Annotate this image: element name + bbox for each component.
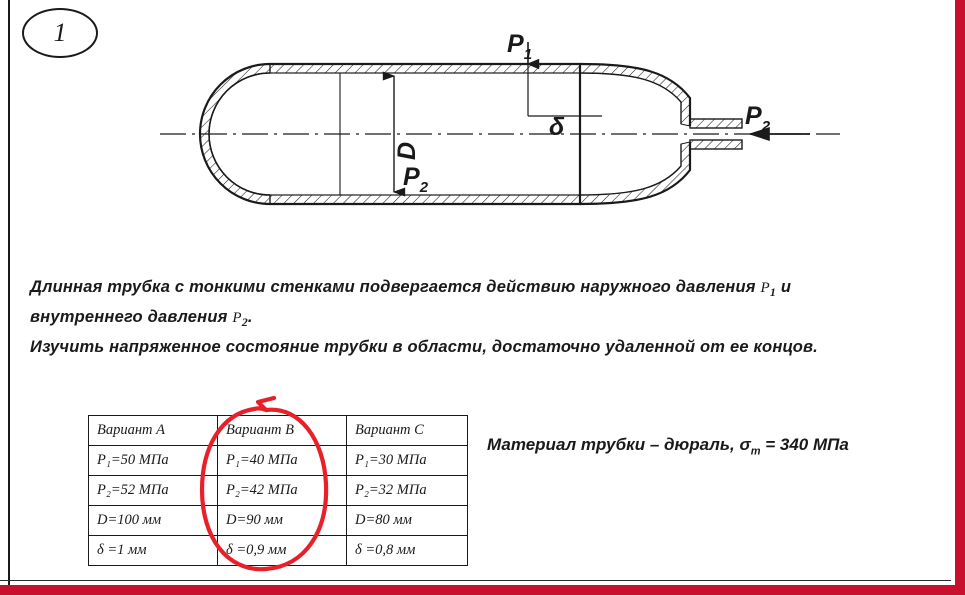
task-number-label: 1 bbox=[53, 18, 67, 47]
statement-line-1-tail: и bbox=[780, 278, 792, 296]
statement-var-p1: $P_1$ bbox=[760, 280, 777, 299]
label-delta: δ bbox=[549, 113, 565, 141]
label-p2-inside: $P_2$ bbox=[403, 163, 429, 196]
cell-a-p1: P₁=50 МПа bbox=[89, 446, 218, 476]
cell-c-d: D=80 мм bbox=[347, 506, 468, 536]
vessel-drawing-svg bbox=[150, 20, 850, 250]
cell-a-delta: δ =1 мм bbox=[89, 536, 218, 566]
task-number-badge bbox=[22, 8, 98, 58]
cell-c-p1: P₁=30 МПа bbox=[347, 446, 468, 476]
wall-hatch-bottom bbox=[270, 195, 580, 204]
material-note bbox=[487, 435, 849, 457]
nozzle-wall-top bbox=[690, 119, 742, 128]
page-frame-right-edge bbox=[955, 0, 965, 595]
table-header-variant-c: Вариант C bbox=[347, 416, 468, 446]
problem-statement bbox=[30, 275, 910, 360]
table-header-row bbox=[89, 416, 468, 446]
table-header-variant-b: Вариант B bbox=[218, 416, 347, 446]
nozzle-wall-bottom bbox=[690, 140, 742, 149]
statement-line-2-text: внутреннего давления bbox=[30, 308, 228, 326]
table-row bbox=[89, 446, 468, 476]
cell-b-d: D=90 мм bbox=[218, 506, 347, 536]
sheet-border-left-line bbox=[8, 0, 10, 585]
statement-line-1 bbox=[30, 275, 910, 305]
cell-c-delta: δ =0,8 мм bbox=[347, 536, 468, 566]
sigma-symbol: $\sigma_т$ bbox=[739, 435, 761, 458]
statement-var-p2: $P_2$ bbox=[232, 310, 248, 329]
label-p2-outside: $P_2$ bbox=[745, 102, 771, 135]
table-row bbox=[89, 536, 468, 566]
statement-line-2-tail: . bbox=[247, 308, 253, 326]
statement-line-1-text: Длинная трубка с тонкими стенками подвергается действию наружного давления bbox=[30, 278, 756, 296]
sheet-border-bottom-line bbox=[0, 580, 951, 581]
right-cone-hatch-top bbox=[580, 64, 690, 126]
statement-line-3: Изучить напряженное состояние трубки в области, достаточно удаленной от ее концов. bbox=[30, 338, 818, 356]
right-cone-hatch-bottom bbox=[580, 142, 690, 204]
cell-b-delta: δ =0,9 мм bbox=[218, 536, 347, 566]
vessel-drawing bbox=[150, 20, 850, 250]
cell-a-d: D=100 мм bbox=[89, 506, 218, 536]
wall-hatch-top bbox=[270, 64, 580, 73]
table-row bbox=[89, 476, 468, 506]
variants-table bbox=[88, 415, 468, 566]
cell-b-p2: P₂=42 МПа bbox=[218, 476, 347, 506]
label-p1: $P_1$ bbox=[507, 30, 533, 63]
statement-line-2 bbox=[30, 305, 910, 335]
cell-c-p2: P₂=32 МПа bbox=[347, 476, 468, 506]
table-header-variant-a: Вариант A bbox=[89, 416, 218, 446]
table-row bbox=[89, 506, 468, 536]
cell-a-p2: P₂=52 МПа bbox=[89, 476, 218, 506]
material-note-value: = 340 МПа bbox=[765, 435, 849, 454]
label-diameter: D bbox=[393, 141, 421, 160]
page-frame-bottom-edge bbox=[0, 585, 965, 595]
cell-b-p1: P₁=40 МПа bbox=[218, 446, 347, 476]
material-note-text: Материал трубки – дюраль, bbox=[487, 435, 735, 454]
